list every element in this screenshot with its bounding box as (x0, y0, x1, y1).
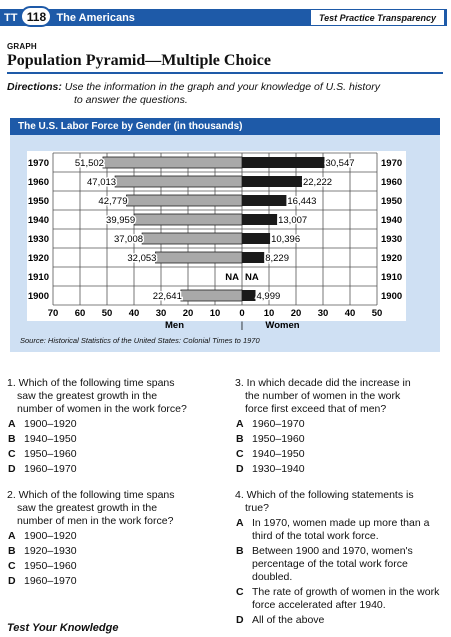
bar-women (242, 157, 324, 168)
option-text: 1960–1970 (24, 575, 77, 587)
option-text: Between 1900 and 1970, women's percentage of the total work force doubled. (252, 545, 413, 583)
option-letter: C (8, 560, 16, 572)
answer-option[interactable] (7, 433, 227, 446)
tt-label: TT (4, 11, 18, 24)
x-tick-label: 50 (101, 308, 113, 319)
answer-option[interactable] (7, 575, 227, 588)
answer-option[interactable] (7, 545, 227, 558)
option-letter: A (236, 517, 244, 529)
option-letter: D (8, 463, 16, 475)
x-tick-label: 50 (371, 308, 383, 319)
option-letter: B (236, 433, 244, 445)
option-text: 1940–1950 (252, 448, 305, 460)
option-text: In 1970, women made up more than a third of the total work force. (252, 517, 430, 542)
question-4 (235, 489, 445, 627)
data-label-men: 47,013 (87, 177, 117, 188)
answer-option[interactable] (235, 614, 445, 627)
option-letter: C (236, 586, 244, 598)
bar-men (126, 195, 242, 206)
data-label-women: 13,007 (278, 215, 308, 226)
year-label-right: 1970 (381, 158, 403, 169)
option-text: 1900–1920 (24, 530, 77, 542)
option-letter: C (236, 448, 244, 460)
question-stem-line: saw the greatest growth in the (17, 502, 158, 514)
option-text: 1900–1920 (24, 418, 77, 430)
year-label-right: 1950 (381, 196, 403, 207)
option-text: 1960–1970 (252, 418, 305, 430)
data-label-men: 22,641 (152, 291, 182, 302)
data-label-women: 30,547 (325, 158, 355, 169)
question-stem-line: true? (245, 502, 269, 514)
option-text: 1960–1970 (24, 463, 77, 475)
x-tick-label: 40 (344, 308, 356, 319)
year-label-right: 1940 (381, 215, 403, 226)
x-tick-label: 60 (74, 308, 86, 319)
option-letter: D (236, 614, 244, 626)
bar-women (242, 195, 286, 206)
axis-label-divider: | (240, 320, 244, 331)
bar-women (242, 176, 302, 187)
answer-option[interactable] (7, 530, 227, 543)
x-tick-label: 10 (209, 308, 221, 319)
bar-women (242, 290, 255, 301)
directions-line2: to answer the questions. (74, 94, 188, 106)
question-stem-line: 1. Which of the following time spans (7, 377, 175, 389)
data-label-women: 22,222 (302, 177, 333, 188)
question-1 (7, 377, 227, 476)
x-tick-label: 30 (317, 308, 329, 319)
footer-label: Test Your Knowledge (7, 622, 119, 634)
option-letter: A (8, 530, 16, 542)
option-letter: A (8, 418, 16, 430)
bar-men (142, 233, 242, 244)
question-stem-line: 2. Which of the following time spans (7, 489, 175, 501)
answer-option[interactable] (235, 463, 445, 476)
option-text: 1920–1930 (24, 545, 77, 557)
data-label-men: 39,959 (106, 215, 136, 226)
data-label-women: NA (245, 272, 259, 283)
answer-option[interactable] (7, 418, 227, 431)
answer-option[interactable] (235, 418, 445, 431)
answer-option[interactable] (7, 463, 227, 476)
year-label-left: 1920 (27, 253, 49, 264)
answer-option[interactable] (7, 560, 227, 573)
year-label-left: 1960 (27, 177, 49, 188)
year-label-right: 1920 (381, 253, 403, 264)
option-text: 1940–1950 (24, 433, 77, 445)
bar-men (155, 252, 242, 263)
year-label-left: 1950 (27, 196, 49, 207)
question-stem-line: 4. Which of the following statements is (235, 489, 414, 501)
bar-women (242, 233, 270, 244)
data-label-women: 8,229 (265, 253, 289, 264)
x-tick-label: 20 (182, 308, 194, 319)
x-tick-label: 20 (290, 308, 302, 319)
data-label-women: 10,396 (271, 234, 301, 245)
option-letter: B (8, 433, 16, 445)
year-label-right: 1900 (381, 291, 403, 302)
data-label-men: 37,008 (114, 234, 144, 245)
chart-source: Source: Historical Statistics of the United States: Colonial Times to 1970 (20, 336, 260, 345)
option-letter: D (236, 463, 244, 475)
bar-women (242, 252, 264, 263)
question-stem-line: 3. In which decade did the increase in (235, 377, 411, 389)
directions-line1: Use the information in the graph and your knowledge of U.S. history (64, 81, 380, 93)
bar-men (115, 176, 242, 187)
bar-men (103, 157, 242, 168)
year-label-left: 1970 (27, 158, 49, 169)
year-label-left: 1940 (27, 215, 49, 226)
option-letter: C (8, 448, 16, 460)
x-tick-label: 0 (239, 308, 245, 319)
x-tick-label: 10 (263, 308, 275, 319)
option-text: 1950–1960 (24, 448, 77, 460)
data-label-men: 42,779 (98, 196, 128, 207)
axis-label-men: Men (165, 320, 184, 331)
page-title: Population Pyramid—Multiple Choice (7, 52, 271, 69)
question-stem-line: the number of women in the work (245, 390, 401, 402)
year-label-left: 1910 (27, 272, 49, 283)
question-stem-line: number of men in the work force? (17, 515, 174, 527)
year-label-right: 1910 (381, 272, 403, 283)
directions-label: Directions: (7, 81, 62, 93)
data-label-men: 51,502 (74, 158, 104, 169)
question-stem-line: force first exceed that of men? (245, 403, 387, 415)
option-letter: D (8, 575, 16, 587)
chart-title: The U.S. Labor Force by Gender (in thousands) (10, 118, 440, 135)
answer-option[interactable] (235, 586, 445, 612)
test-practice-label: Test Practice Transparency (311, 10, 444, 25)
x-tick-label: 40 (128, 308, 140, 319)
year-label-right: 1930 (381, 234, 403, 245)
option-letter: B (8, 545, 16, 557)
question-stem-line: saw the greatest growth in the (17, 390, 158, 402)
axis-label-women: Women (265, 320, 300, 331)
question-2 (7, 489, 227, 588)
option-text: All of the above (252, 614, 325, 626)
transparency-number: 118 (20, 6, 52, 27)
bar-men (134, 214, 242, 225)
answer-option[interactable] (235, 448, 445, 461)
data-label-women: 16,443 (287, 196, 317, 207)
option-text: 1950–1960 (24, 560, 77, 572)
year-label-left: 1900 (27, 291, 49, 302)
question-3 (235, 377, 445, 476)
section-label: GRAPH (7, 42, 37, 51)
year-label-left: 1930 (27, 234, 49, 245)
option-letter: B (236, 545, 244, 557)
bar-men (181, 290, 242, 301)
bar-women (242, 214, 277, 225)
answer-option[interactable] (7, 448, 227, 461)
option-letter: A (236, 418, 244, 430)
answer-option[interactable] (235, 517, 445, 543)
x-tick-label: 30 (155, 308, 167, 319)
data-label-men: NA (225, 272, 239, 283)
question-stem-line: number of women in the work force? (17, 403, 187, 415)
option-text: The rate of growth of women in the work force accelerated after 1940. (252, 586, 440, 611)
answer-option[interactable] (235, 545, 445, 584)
x-tick-label: 70 (47, 308, 59, 319)
answer-option[interactable] (235, 433, 445, 446)
option-text: 1930–1940 (252, 463, 305, 475)
series-name: The Americans (56, 11, 135, 24)
year-label-right: 1960 (381, 177, 403, 188)
data-label-men: 32,053 (127, 253, 157, 264)
option-text: 1950–1960 (252, 433, 305, 445)
data-label-women: 4,999 (256, 291, 281, 302)
